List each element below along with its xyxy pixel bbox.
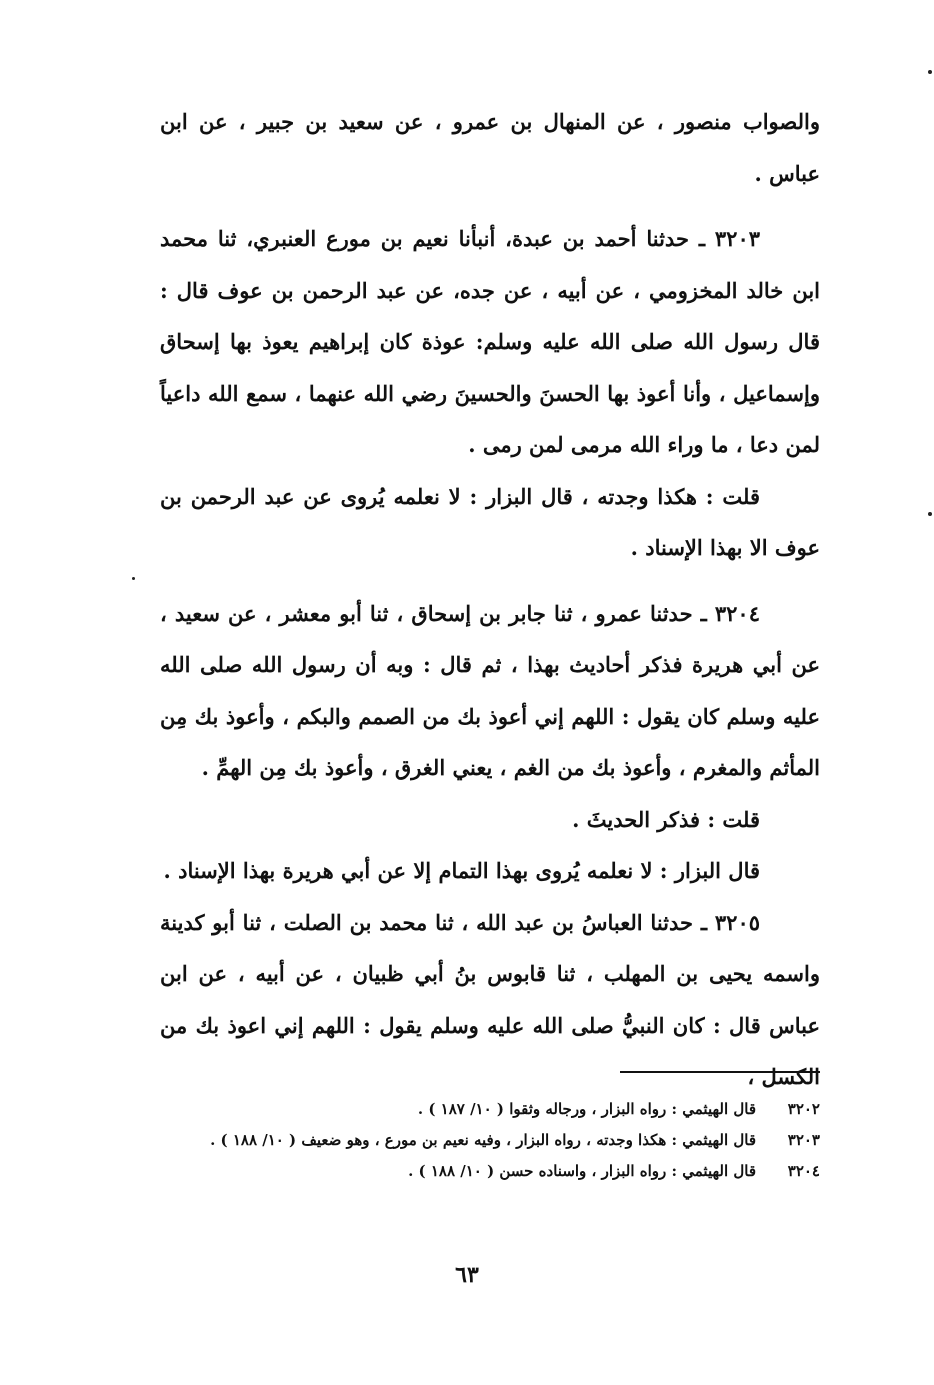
comment-paragraph [160,471,820,574]
comment-paragraph [160,794,820,846]
scan-speck [928,512,932,516]
hadith-3203 [160,213,820,471]
main-text [160,96,820,1103]
paragraph-text: قلت : هكذا وجدته ، قال البزار : لا نعلمه يُروى عن عبد الرحمن بن عوف الا بهذا الإسناد . [160,483,820,560]
paragraph-text: قلت : فذكر الحديثَ . [572,806,760,832]
footnote [160,1125,820,1156]
footnote-text: قال الهيثمي : هكذا وجدته ، رواه البزار ، وفيه نعيم بن مورع ، وهو ضعيف ( ١٠/ ١٨٨ ) . [210,1131,756,1149]
footnote [160,1094,820,1125]
hadith-text: ـ حدثنا عمرو ، ثنا جابر بن إسحاق ، ثنا أبو معشر ، عن سعيد ، عن أبي هريرة فذكر أحاديث بهذا ، ثم قال : وبه أن رسول الله صلى الله عليه وسلم كان يقول : اللهم إني أعوذ بك من الصمم والبكم ، وأعوذ بك مِن المأثم والمغرم ، وأعوذ بك من الغم ، يعني الغرق ، وأعوذ بك مِن الهمِّ . [160,600,820,780]
footnote-number: ٣٢٠٢ [787,1100,820,1118]
hadith-3204 [160,588,820,794]
footnote-text: قال الهيثمي : رواه البزار ، واسناده حسن ( ١٠/ ١٨٨ ) . [408,1162,756,1180]
paragraph-continuation [160,96,820,199]
hadith-text: ـ حدثنا العباسُ بن عبد الله ، ثنا محمد بن الصلت ، ثنا أبو كدينة واسمه يحيى بن المهلب ، ثنا قابوس بنُ أبي ظبيان ، عن أبيه ، عن ابن عباس قال : كان النبيُّ صلى الله عليه وسلم يقول : اللهم إني اعوذ بك من الكسل ، [160,909,820,1089]
hadith-number: ٣٢٠٤ [714,600,760,626]
paragraph-text: قال البزار : لا نعلمه يُروى بهذا التمام إلا عن أبي هريرة بهذا الإسناد . [163,858,760,883]
footnote-number: ٣٢٠٣ [787,1131,820,1149]
hadith-text: ـ حدثنا أحمد بن عبدة، أنبأنا نعيم بن مورع العنبري، ثنا محمد ابن خالد المخزومي ، عن أبيه ، عن جده، عن عبد الرحمن بن عوف قال : قال رسول الله صلى الله عليه وسلم: عوذة كان إبراهيم يعوذ بها إسحاق وإسماعيل ، وأنا أعوذ بها الحسنَ والحسينَ رضي الله عنهما ، سمع الله داعياً لمن دعا ، ما وراء الله مرمى لمن رمى . [160,226,820,457]
footnote-number: ٣٢٠٤ [787,1162,820,1180]
paragraph-text: والصواب منصور ، عن المنهال بن عمرو ، عن سعيد بن جبير ، عن ابن عباس . [160,109,820,186]
scan-speck [928,70,932,74]
footnote-divider [620,1071,820,1073]
footnotes [160,1094,820,1187]
hadith-number: ٣٢٠٣ [714,226,761,251]
hadith-number: ٣٢٠٥ [714,909,761,935]
page-number: ٦٣ [455,1262,479,1288]
footnote [160,1156,820,1187]
comment-paragraph [160,845,820,897]
footnote-text: قال الهيثمي : رواه البزار ، ورجاله وثقوا ( ١٠/ ١٨٧ ) . [417,1100,756,1118]
scan-speck [132,577,135,580]
